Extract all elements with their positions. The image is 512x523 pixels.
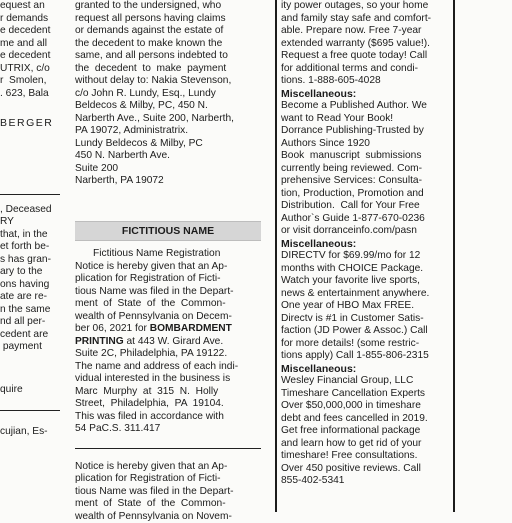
text-line: tions apply) Call 1-855-806-2315	[281, 350, 453, 363]
text-line: timeshare! Free consultations.	[281, 450, 453, 463]
text-line: r Smolen,	[0, 75, 60, 88]
business-name: PRINTING	[75, 336, 124, 347]
text-line: debt and fees cancelled in 2019.	[281, 413, 453, 426]
text-line: ate are re-	[0, 291, 60, 304]
generator-ad-tail	[281, 0, 453, 88]
text-line: Narberth, PA 19072	[75, 175, 261, 188]
text-line: ity power outages, so your home	[281, 0, 453, 13]
text-line: Directv is #1 in Customer Satis-	[281, 313, 453, 326]
text-line: Street, Philadelphia, PA 19104.	[75, 398, 261, 411]
classified-ad	[281, 363, 453, 488]
text-line: , Deceased	[0, 204, 60, 217]
text-line: or visit dorranceinfo.com/pasn	[281, 225, 453, 238]
text-line: without delay to: Nakia Stevenson,	[75, 75, 261, 88]
text-line: plication for Registration of Ficti-	[75, 473, 261, 486]
text-line: news & entertainment anywhere.	[281, 288, 453, 301]
text-line: ons having	[0, 279, 60, 292]
text-line: Lundy Beldecos & Milby, PC	[75, 138, 261, 151]
text-line: plication for Registration of Ficti-	[75, 273, 261, 286]
text-line: granted to the undersigned, who	[75, 0, 261, 13]
text-line: that, in the	[0, 229, 60, 242]
text-line: Suite 2C, Philadelphia, PA 19122.	[75, 348, 261, 361]
text-line: s has gran-	[0, 254, 60, 267]
text-line: months with CHOICE Package.	[281, 263, 453, 276]
text-line: prehensive Services: Consulta-	[281, 175, 453, 188]
text-line: equest an	[0, 0, 60, 13]
text-line: Beldecos & Milby, PC, 450 N.	[75, 100, 261, 113]
text-line: want to Read Your Book!	[281, 113, 453, 126]
text-line: UTRIX, c/o	[0, 63, 60, 76]
classified-ad	[281, 88, 453, 238]
text-line: the decedent to make known the	[75, 38, 261, 51]
section-header: FICTITIOUS NAME	[75, 221, 261, 242]
fictitious-notice-2	[75, 461, 261, 523]
left-heading: BERGER	[0, 117, 60, 130]
text-line: payment	[0, 341, 60, 354]
text-line: the decedent to make payment	[75, 63, 261, 76]
text-line: Suite 200	[75, 163, 261, 176]
text-line: vidual interested in the business is	[75, 373, 261, 386]
text-line: DIRECTV for $69.99/mo for 12	[281, 250, 453, 263]
text-line: Get free informational package	[281, 425, 453, 438]
text-line	[75, 323, 261, 336]
left-block-2	[0, 204, 60, 354]
text-line: Watch your favorite live sports,	[281, 275, 453, 288]
text-line: One year of HBO Max FREE.	[281, 300, 453, 313]
text-line: Become a Published Author. We	[281, 100, 453, 113]
text-line: and family stay safe and comfort-	[281, 13, 453, 26]
text-fragment: at 443 W. Girard Ave.	[124, 336, 223, 347]
text-line: currently being reviewed. Com-	[281, 163, 453, 176]
left-block-1	[0, 0, 60, 100]
notice-title: Fictitious Name Registration	[75, 248, 261, 261]
text-line: extended warranty ($695 value!).	[281, 38, 453, 51]
text-line: or demands against the estate of	[75, 25, 261, 38]
text-line: wealth of Pennsylvania on Decem-	[75, 311, 261, 324]
text-line: for additional terms and condi-	[281, 63, 453, 76]
text-line: nd all per-	[0, 316, 60, 329]
fictitious-notice-1	[75, 248, 261, 436]
text-line: Authors Since 1920	[281, 138, 453, 151]
text-line	[75, 336, 261, 349]
text-line: wealth of Pennsylvania on Novem-	[75, 511, 261, 523]
text-line: Over 450 positive reviews. Call	[281, 463, 453, 476]
text-line: Notice is hereby given that an Ap-	[75, 261, 261, 274]
middle-column	[75, 0, 261, 523]
text-line: Notice is hereby given that an Ap-	[75, 461, 261, 474]
text-line: n the same	[0, 304, 60, 317]
text-line: e decedent	[0, 50, 60, 63]
text-line: cujian, Es-	[0, 426, 60, 439]
text-line: me and all	[0, 38, 60, 51]
ad-category-label: Miscellaneous:	[281, 363, 453, 376]
text-line: Dorrance Publishing-Trusted by	[281, 125, 453, 138]
text-line: Timeshare Cancellation Experts	[281, 388, 453, 401]
business-name: BOMBARDMENT	[150, 323, 232, 334]
text-line: able. Prepare now. Free 7-year	[281, 25, 453, 38]
text-line: cedent are	[0, 329, 60, 342]
text-line: Distribution. Call for Your Free	[281, 200, 453, 213]
text-line: e decedent	[0, 25, 60, 38]
text-line: ary to the	[0, 266, 60, 279]
text-line: Over $50,000,000 in timeshare	[281, 400, 453, 413]
text-line: tious Name was filed in the Depart-	[75, 286, 261, 299]
text-line: tions. 1-888-605-4028	[281, 75, 453, 88]
estate-notice	[75, 0, 261, 188]
text-line: for more details! (some restric-	[281, 338, 453, 351]
text-line: quire	[0, 384, 60, 397]
text-line: faction (JD Power & Assoc.) Call	[281, 325, 453, 338]
text-line: This was filed in accordance with	[75, 411, 261, 424]
text-line: ment of State of the Common-	[75, 498, 261, 511]
text-fragment: ber 06, 2021 for	[75, 323, 150, 334]
text-line: RY	[0, 216, 60, 229]
text-line: Request a free quote today! Call	[281, 50, 453, 63]
text-line: ment of State of the Common-	[75, 298, 261, 311]
text-line: request all persons having claims	[75, 13, 261, 26]
ad-category-label: Miscellaneous:	[281, 88, 453, 101]
text-line: Author`s Guide 1-877-670-0236	[281, 213, 453, 226]
text-line: . 623, Bala	[0, 88, 60, 101]
text-line: Wesley Financial Group, LLC	[281, 375, 453, 388]
text-line: c/o John R. Lundy, Esq., Lundy	[75, 88, 261, 101]
text-line: Narberth Ave., Suite 200, Narberth,	[75, 113, 261, 126]
text-line: Book manuscript submissions	[281, 150, 453, 163]
text-line: and learn how to get rid of your	[281, 438, 453, 451]
text-line: The name and address of each indi-	[75, 361, 261, 374]
text-line: Marc Murphy at 315 N. Holly	[75, 386, 261, 399]
text-line: PA 19072, Administratrix.	[75, 125, 261, 138]
text-line: et forth be-	[0, 241, 60, 254]
text-line: 450 N. Narberth Ave.	[75, 150, 261, 163]
text-line: 54 PaC.S. 311.417	[75, 423, 261, 436]
text-line: same, and all persons indebted to	[75, 50, 261, 63]
ad-category-label: Miscellaneous:	[281, 238, 453, 251]
text-line: tion, Production, Promotion and	[281, 188, 453, 201]
text-line: tious Name was filed in the Depart-	[75, 486, 261, 499]
text-line: r demands	[0, 13, 60, 26]
classified-ad	[281, 238, 453, 363]
left-column	[0, 0, 60, 439]
text-line: 855-402-5341	[281, 475, 453, 488]
classifieds-box	[275, 0, 455, 512]
